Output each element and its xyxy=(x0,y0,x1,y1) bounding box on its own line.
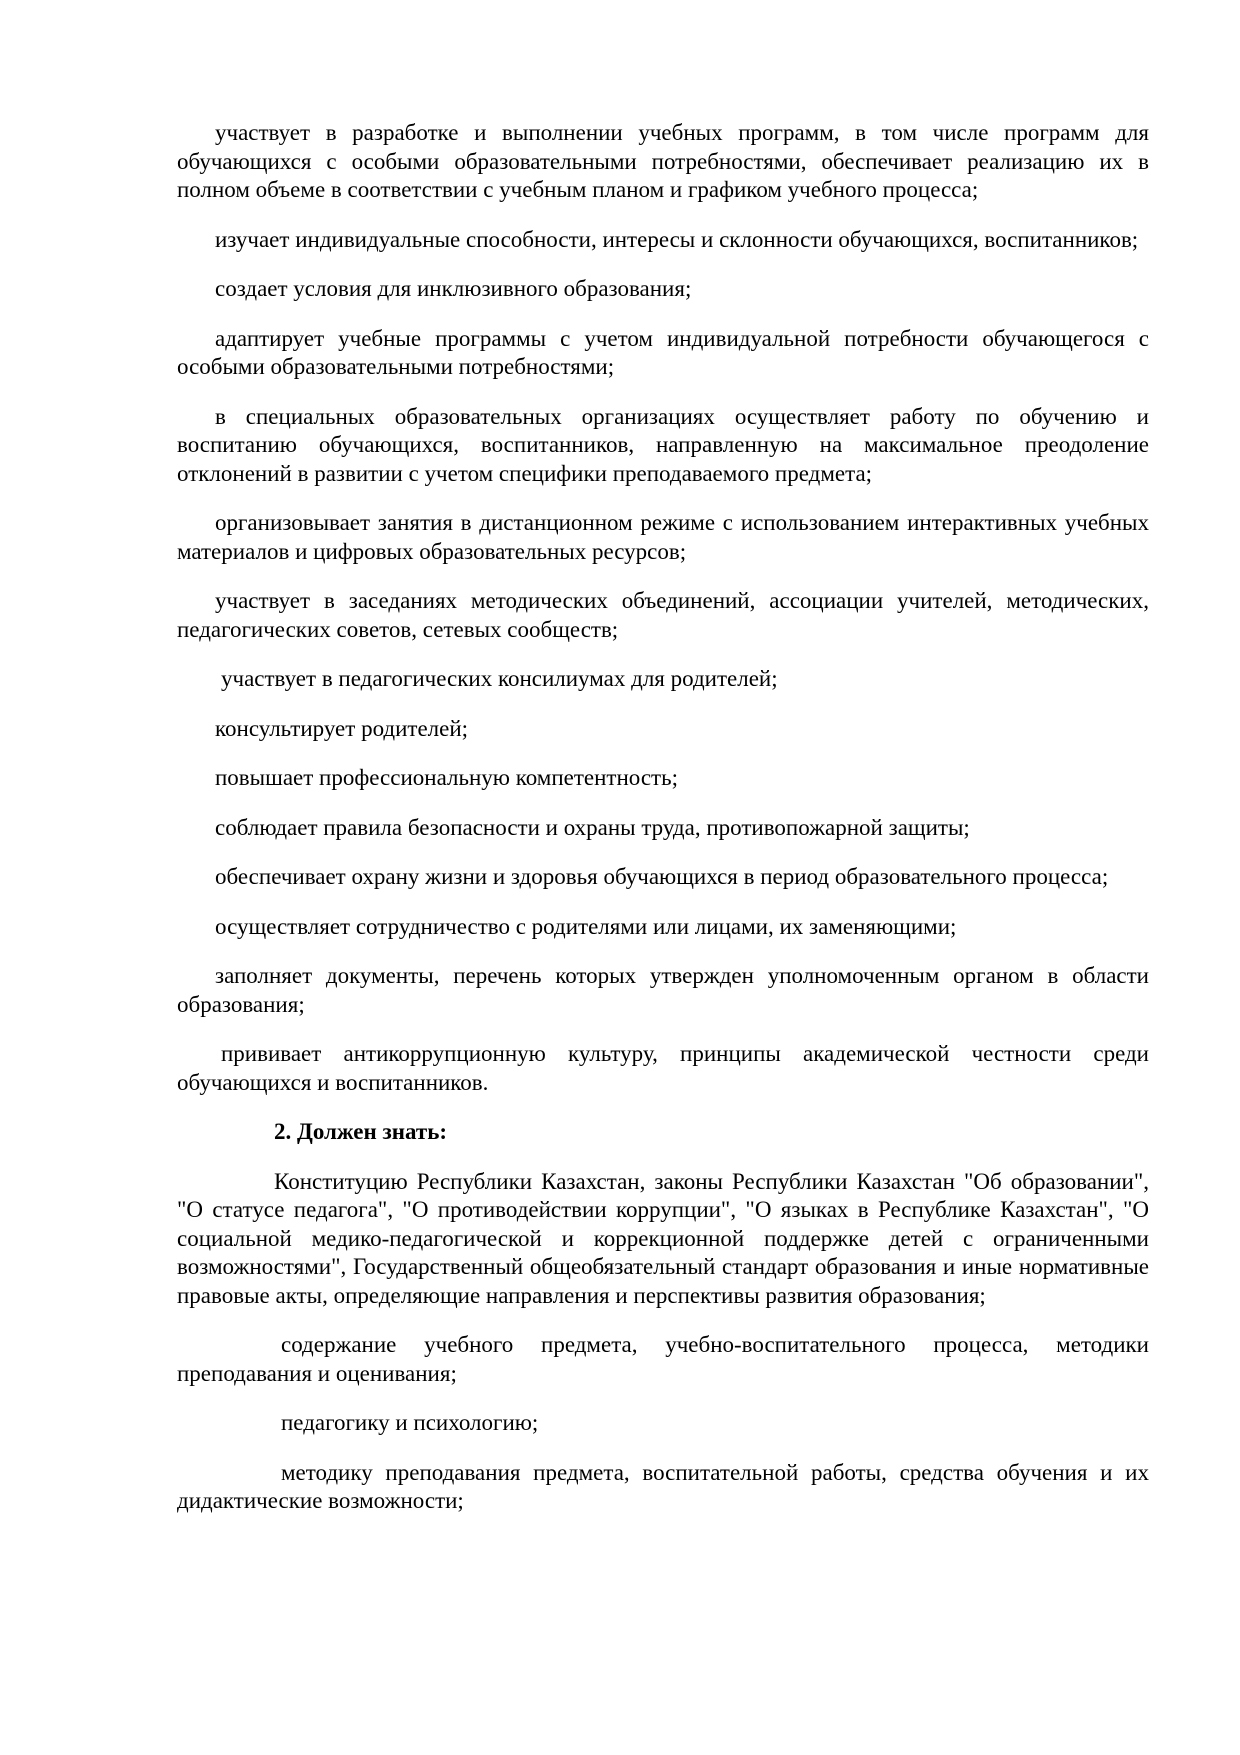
section-heading: 2. Должен знать: xyxy=(274,1119,448,1144)
duty-paragraph: участвует в заседаниях методических объединений, ассоциации учителей, методических, педагогических советов, сетевых сообществ; xyxy=(177,588,1149,642)
duty-paragraph: участвует в разработке и выполнении учебных программ, в том числе программ для обучающихся с особыми образовательными потребностями, обеспечивает реализацию их в полном объеме в соответствии с учебным планом и графиком учебного процесса; xyxy=(177,120,1149,202)
duty-paragraph: участвует в педагогических консилиумах для родителей; xyxy=(221,666,778,691)
knowledge-paragraph: содержание учебного предмета, учебно-воспитательного процесса, методики преподавания и оценивания; xyxy=(177,1332,1149,1386)
knowledge-paragraph: педагогику и психологию; xyxy=(281,1410,539,1435)
document-page xyxy=(177,119,1149,1537)
duty-paragraph: в специальных образовательных организациях осуществляет работу по обучению и воспитанию обучающихся, воспитанников, направленную на максимальное преодоление отклонений в развитии с учетом специфики преподаваемого предмета; xyxy=(177,403,1149,486)
duty-paragraph: повышает профессиональную компетентность; xyxy=(215,765,678,790)
duty-paragraph: изучает индивидуальные способности, интересы и склонности обучающихся, воспитанников; xyxy=(215,226,1139,252)
duty-paragraph: адаптирует учебные программы с учетом индивидуальной потребности обучающегося с особыми образовательными потребностями; xyxy=(177,325,1149,379)
knowledge-paragraph: методику преподавания предмета, воспитательной работы, средства обучения и их дидактические возможности; xyxy=(177,1459,1149,1513)
duty-paragraph: заполняет документы, перечень которых утвержден уполномоченным органом в области образования; xyxy=(177,963,1149,1017)
duty-paragraph: соблюдает правила безопасности и охраны труда, противопожарной защиты; xyxy=(215,814,970,840)
knowledge-paragraph: Конституцию Республики Казахстан, законы Республики Казахстан "Об образовании", "О статусе педагога", "О противодействии коррупции", "О языках в Республике Казахстан", "О социальной медико-педагогической и коррекционной поддержке детей с ограниченными возможностями", Государственный общеобязательный стандарт образования и иные нормативные правовые акты, определяющие направления и перспективы развития образования; xyxy=(177,1168,1149,1308)
duty-paragraph: организовывает занятия в дистанционном режиме с использованием интерактивных учебных материалов и цифровых образовательных ресурсов; xyxy=(177,510,1149,564)
duty-paragraph: обеспечивает охрану жизни и здоровья обучающихся в период образовательного процесса; xyxy=(215,864,1109,889)
duty-paragraph: прививает антикоррупционную культуру, принципы академической честности среди обучающихся и воспитанников. xyxy=(177,1041,1149,1095)
duty-paragraph: создает условия для инклюзивного образования; xyxy=(215,276,692,301)
duty-paragraph: осуществляет сотрудничество с родителями или лицами, их заменяющими; xyxy=(215,913,957,939)
duty-paragraph: консультирует родителей; xyxy=(215,715,469,741)
